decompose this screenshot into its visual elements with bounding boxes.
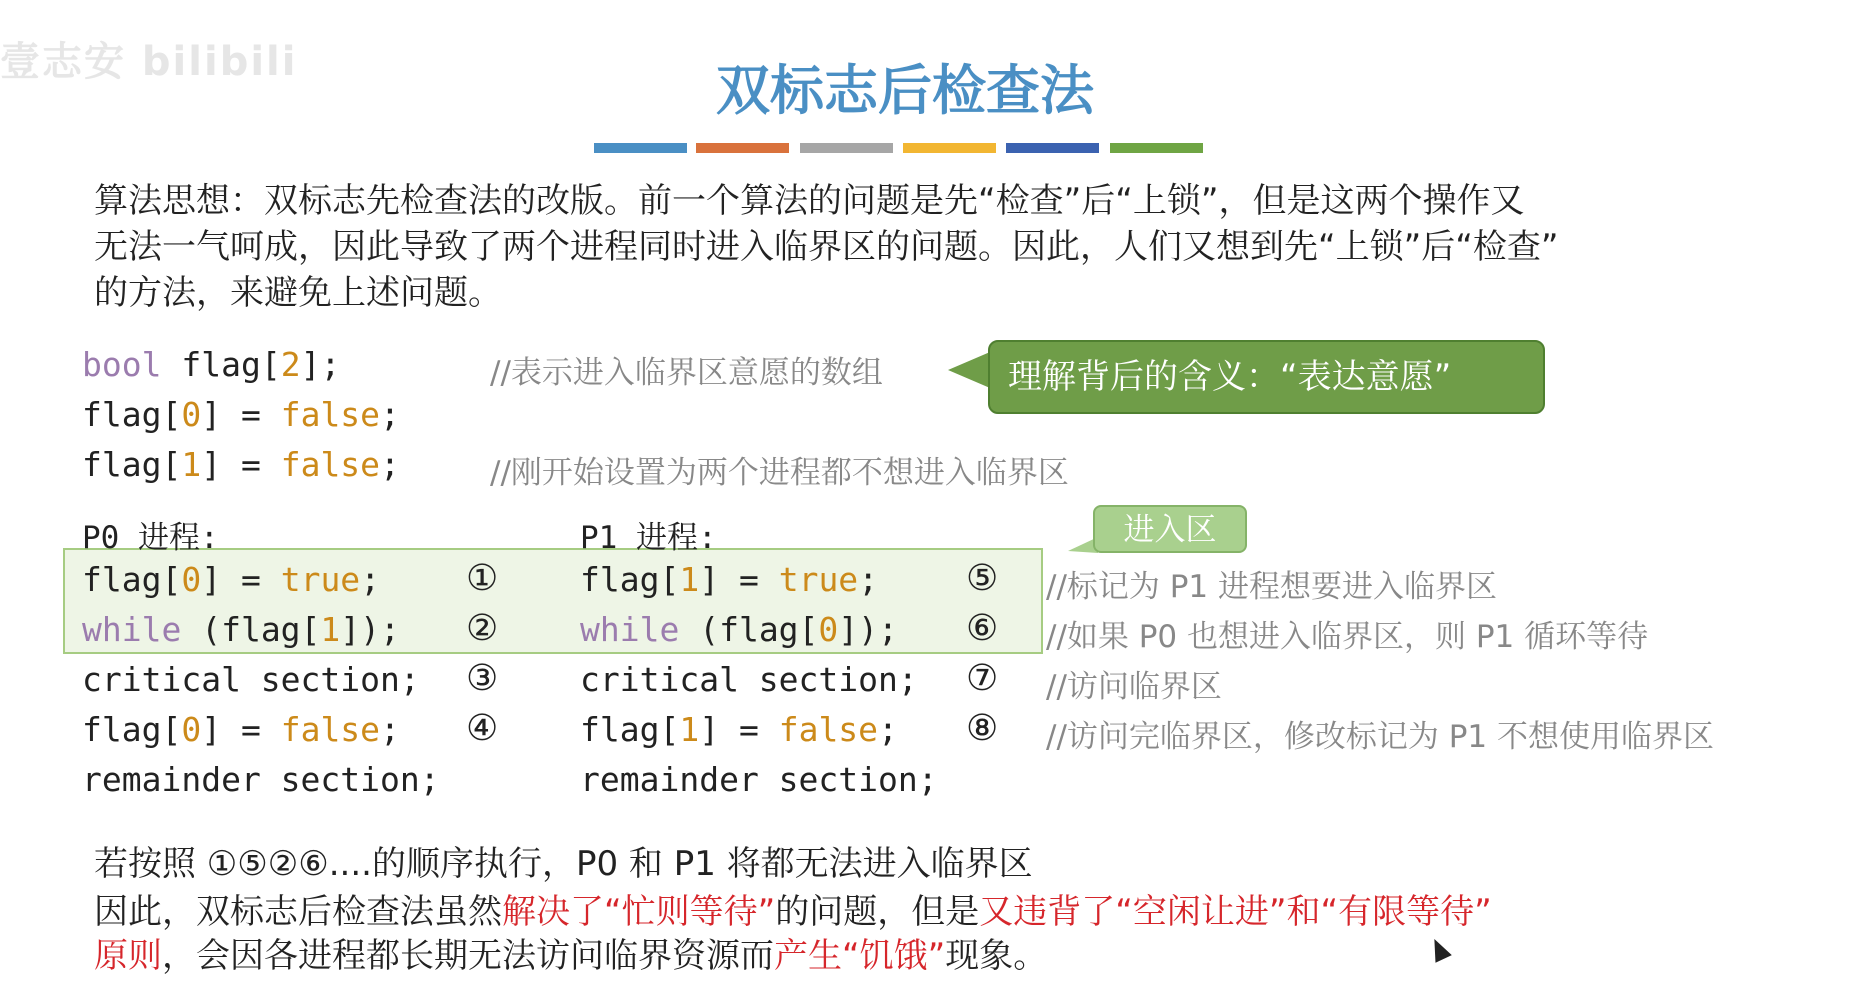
code-text: flag[ <box>82 710 182 749</box>
conclusion-highlight: 原则 <box>94 936 162 976</box>
p1-comment: //如果 P0 也想进入临界区，则 P1 循环等待 <box>1046 619 1649 655</box>
code-number: 0 <box>181 710 202 749</box>
p1-comment: //访问完临界区，修改标记为 P1 不想使用临界区 <box>1046 719 1715 755</box>
p0-line-2 <box>82 610 400 649</box>
code-number: 1 <box>679 560 700 599</box>
algorithm-idea <box>94 178 1814 316</box>
color-bar-segment <box>696 143 789 153</box>
code-text: ; <box>380 445 400 484</box>
code-text: ]); <box>838 610 898 649</box>
p1-line-3: critical section; <box>580 660 918 699</box>
decl-comment-1: //表示进入临界区意愿的数组 <box>490 355 883 391</box>
code-text: ] = <box>201 445 281 484</box>
code-text: ]; <box>300 345 341 384</box>
intro-line: 算法思想：双标志先检查法的改版。前一个算法的问题是先“检查”后“上锁”，但是这两个操作又 <box>94 181 1525 221</box>
code-number: 0 <box>818 610 839 649</box>
code-text: flag[ <box>82 560 182 599</box>
code-text: ; <box>380 395 400 434</box>
conclusion-text: 现象。 <box>945 936 1048 976</box>
code-number: 0 <box>181 395 202 434</box>
code-text: ] = <box>699 710 779 749</box>
code-text: flag[ <box>82 445 182 484</box>
code-text: ] = <box>201 395 281 434</box>
step-mark: ③ <box>466 658 499 699</box>
code-literal: false <box>280 445 381 484</box>
conclusion-line-3 <box>94 934 1047 978</box>
code-text: flag[ <box>580 560 680 599</box>
code-literal: false <box>778 710 879 749</box>
code-number: 2 <box>280 345 301 384</box>
color-bar-segment <box>594 143 687 153</box>
page-title: 双标志后检查法 <box>716 59 1094 122</box>
conclusion-highlight: 解决了“忙则等待” <box>502 892 776 932</box>
code-text: ; <box>380 710 400 749</box>
conclusion-text: 的问题，但是 <box>775 892 980 932</box>
color-bar-segment <box>903 143 996 153</box>
conclusion-text: ，会因各进程都长期无法访问临界资源而 <box>162 936 774 976</box>
meaning-callout: 理解背后的含义：“表达意愿” <box>988 340 1545 414</box>
code-text: ; <box>858 560 879 599</box>
p0-label: P0 进程: <box>82 520 219 556</box>
color-bar-segment <box>1110 143 1203 153</box>
conclusion-line-1: 若按照 ①⑤②⑥....的顺序执行，P0 和 P1 将都无法进入临界区 <box>94 844 1033 884</box>
p0-line-3: critical section; <box>82 660 420 699</box>
decl-line-1 <box>82 345 340 384</box>
code-text: ] = <box>699 560 779 599</box>
code-literal: false <box>280 395 381 434</box>
conclusion-highlight: 又违背了“空闲让进”和“有限等待” <box>979 892 1492 932</box>
intro-line: 的方法，来避免上述问题。 <box>94 273 502 313</box>
code-text: (flag[ <box>181 610 321 649</box>
code-keyword: bool <box>82 345 162 384</box>
code-number: 1 <box>679 710 700 749</box>
mouse-cursor-icon <box>1426 935 1452 963</box>
code-text: ] = <box>201 560 281 599</box>
code-number: 1 <box>320 610 341 649</box>
step-mark: ② <box>466 608 499 649</box>
p1-label: P1 进程: <box>580 520 717 556</box>
entry-region-tag: 进入区 <box>1093 505 1247 553</box>
color-bar-segment <box>1006 143 1099 153</box>
p0-line-1 <box>82 560 380 599</box>
step-mark: ④ <box>466 708 499 749</box>
code-text: ; <box>878 710 898 749</box>
p1-comment: //标记为 P1 进程想要进入临界区 <box>1046 569 1498 605</box>
code-number: 0 <box>181 560 202 599</box>
code-keyword: while <box>82 610 182 649</box>
p1-line-1 <box>580 560 878 599</box>
decl-line-3 <box>82 445 400 484</box>
conclusion-line-2 <box>94 890 1492 934</box>
code-text: flag[ <box>580 710 680 749</box>
code-literal: false <box>280 710 381 749</box>
p1-line-2 <box>580 610 898 649</box>
code-literal: true <box>280 560 361 599</box>
callout-pointer <box>948 352 990 388</box>
code-text: flag[ <box>82 395 182 434</box>
p1-comment: //访问临界区 <box>1046 669 1222 705</box>
step-mark: ⑤ <box>966 558 999 599</box>
code-text: (flag[ <box>679 610 819 649</box>
code-keyword: while <box>580 610 680 649</box>
watermark: 壹志安 bilibili <box>0 39 298 85</box>
code-text: ] = <box>201 710 281 749</box>
step-mark: ⑧ <box>966 708 999 749</box>
p1-line-5: remainder section; <box>580 760 938 799</box>
p1-line-4 <box>580 710 898 749</box>
code-text: ; <box>360 560 381 599</box>
conclusion-highlight: 产生“饥饿” <box>774 936 946 976</box>
intro-line: 无法一气呵成，因此导致了两个进程同时进入临界区的问题。因此，人们又想到先“上锁”后“检查” <box>94 227 1559 267</box>
decl-comment-3: //刚开始设置为两个进程都不想进入临界区 <box>490 455 1069 491</box>
p0-line-4 <box>82 710 400 749</box>
code-text: flag[ <box>161 345 281 384</box>
decl-line-2 <box>82 395 400 434</box>
code-literal: true <box>778 560 859 599</box>
step-mark: ⑥ <box>966 608 999 649</box>
color-bar-segment <box>800 143 893 153</box>
p0-line-5: remainder section; <box>82 760 440 799</box>
step-mark: ⑦ <box>966 658 999 699</box>
step-mark: ① <box>466 558 499 599</box>
conclusion-text: 因此，双标志后检查法虽然 <box>94 892 502 932</box>
code-text: ]); <box>340 610 400 649</box>
code-number: 1 <box>181 445 202 484</box>
